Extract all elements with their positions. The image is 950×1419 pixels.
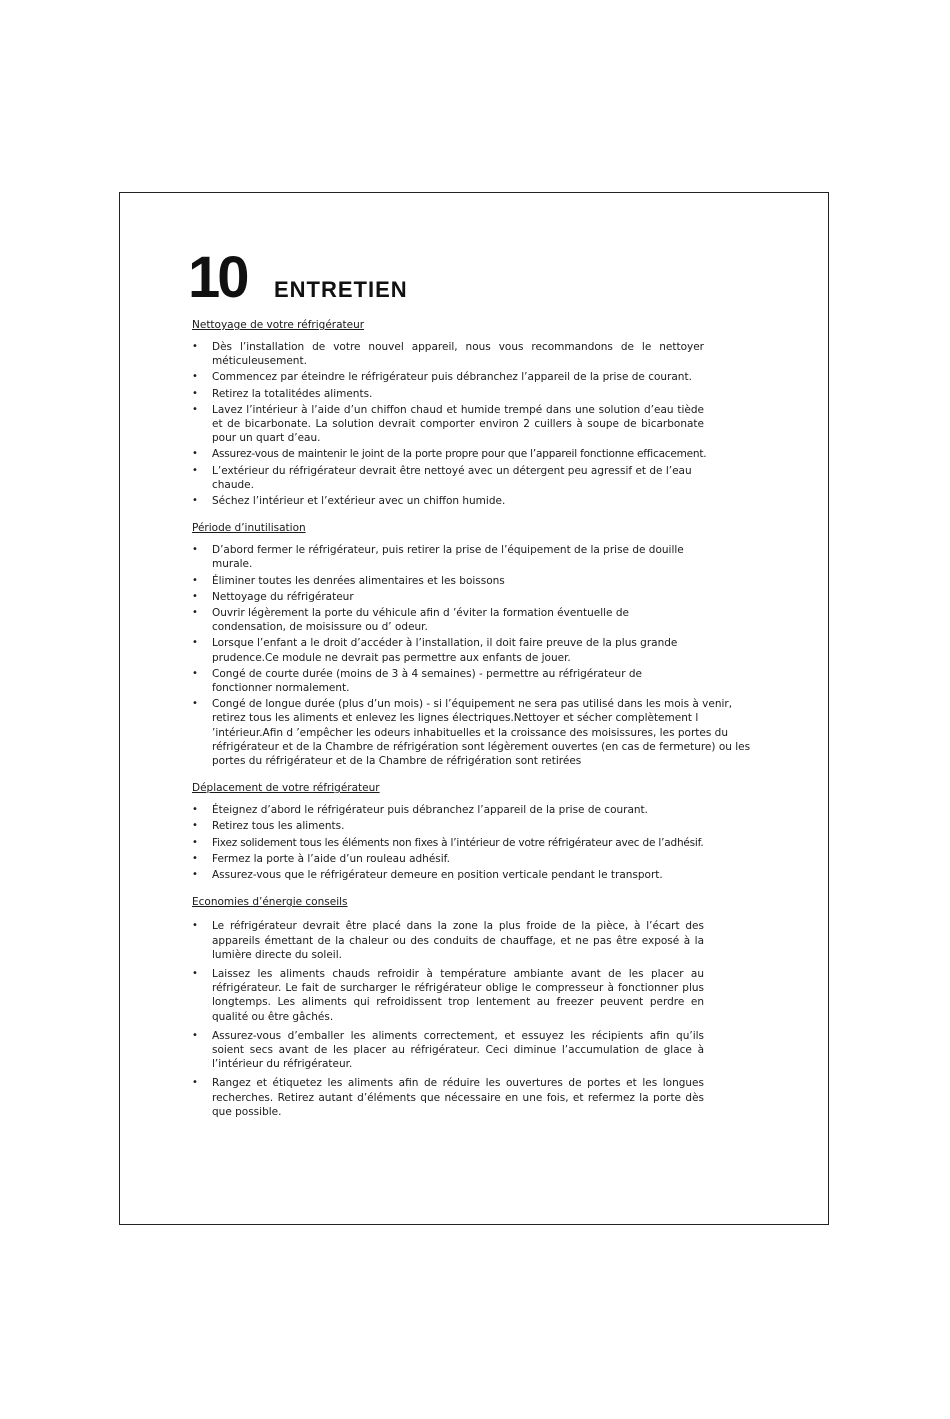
section-energy-saving [192, 895, 764, 1119]
list-item: • L’extérieur du réfrigérateur devrait être nettoyé avec un détergent peu agressif et de l’eau chaude. [192, 464, 704, 492]
list-item: • Congé de longue durée (plus d’un mois) - si l’équipement ne sera pas utilisé dans les mois à venir, retirez tous les aliments et enlevez les lignes électriques.Nettoyer et sécher complètement l ’intérieur.Afin d ’empêcher les odeurs inhabituelles et la croissance des moisissures, les portes du réfrigérateur et de la Chambre de réfrigération sont légèrement ouvertes (en cas de fermeture) ou les portes du réfrigérateur et de la Chambre de réfrigération sont retirées [192, 697, 752, 768]
list-item: • Le réfrigérateur devrait être placé dans la zone la plus froide de la pièce, à l’écart des appareils émettant de la chaleur ou des conduits de chauffage, et ne pas être exposé à la lumière directe du soleil. [192, 919, 704, 962]
section-moving [192, 781, 764, 882]
chapter-title: ENTRETIEN [274, 277, 408, 302]
list-item: • Congé de courte durée (moins de 3 à 4 semaines) - permettre au réfrigérateur de fonctionner normalement. [192, 667, 704, 695]
section-title: Période d’inutilisation [192, 522, 306, 535]
list-item: • Dès l’installation de votre nouvel appareil, nous vous recommandons de le nettoyer méticuleusement. [192, 340, 704, 368]
list-item: • Commencez par éteindre le réfrigérateur puis débranchez l’appareil de la prise de courant. [192, 370, 764, 384]
section-title: Déplacement de votre réfrigérateur [192, 782, 380, 795]
list-item: • Fermez la porte à l’aide d’un rouleau adhésif. [192, 852, 764, 866]
list-item: • Lavez l’intérieur à l’aide d’un chiffon chaud et humide trempé dans une solution d’eau tiède et de bicarbonate. La solution devrait comporter environ 2 cuillers à soupe de bicarbonate pour un quart d’eau. [192, 403, 704, 446]
list-item: • Assurez-vous d’emballer les aliments correctement, et essuyez les récipients afin qu’ils soient secs avant de les placer au réfrigérateur. Ceci diminue l’accumulation de glace à l’intérieur du réfrigérateur. [192, 1029, 704, 1072]
list-item: • D’abord fermer le réfrigérateur, puis retirer la prise de l’équipement de la prise de douille murale. [192, 543, 704, 571]
chapter-number: 10 [188, 245, 247, 310]
list-item: • Lorsque l’enfant a le droit d’accéder à l’installation, il doit faire preuve de la plus grande prudence.Ce module ne devrait pas permettre aux enfants de jouer. [192, 636, 742, 664]
list-item: • Fixez solidement tous les éléments non fixes à l’intérieur de votre réfrigérateur avec de l’adhésif. [192, 836, 772, 850]
content [192, 318, 764, 1132]
list-item: • Éteignez d’abord le réfrigérateur puis débranchez l’appareil de la prise de courant. [192, 803, 764, 817]
section-title: Nettoyage de votre réfrigérateur [192, 319, 365, 331]
bullet-list [192, 340, 764, 508]
list-item: • Assurez-vous que le réfrigérateur demeure en position verticale pendant le transport. [192, 868, 764, 882]
bullet-list [192, 803, 764, 882]
list-item: • Ouvrir légèrement la porte du véhicule afin d ’éviter la formation éventuelle de condensation, de moisissure ou d’ odeur. [192, 606, 704, 634]
bullet-list [192, 919, 764, 1119]
list-item: • Retirez la totalitédes aliments. [192, 387, 704, 401]
section-inactivity [192, 521, 764, 768]
list-item: • Assurez-vous de maintenir le joint de la porte propre pour que l’appareil fonctionne efficacement. [192, 447, 772, 461]
list-item: • Éliminer toutes les denrées alimentaires et les boissons [192, 574, 764, 588]
section-cleaning [192, 318, 764, 508]
list-item: • Retirez tous les aliments. [192, 819, 764, 833]
list-item: • Rangez et étiquetez les aliments afin de réduire les ouvertures de portes et les longues recherches. Retirez autant d’éléments que nécessaire en une fois, et refermez la porte dès que possible. [192, 1076, 704, 1119]
section-title: Economies d’énergie conseils [192, 896, 348, 909]
list-item: • Laissez les aliments chauds refroidir à température ambiante avant de les placer au réfrigérateur. Le fait de surcharger le réfrigérateur oblige le compresseur à fonctionner plus longtemps. Les aliments qui refroidissent trop lentement au freezer peuvent perdre en qualité ou être gâchés. [192, 967, 704, 1024]
bullet-list [192, 543, 764, 768]
list-item: • Nettoyage du réfrigérateur [192, 590, 764, 604]
list-item: • Séchez l’intérieur et l’extérieur avec un chiffon humide. [192, 494, 704, 508]
